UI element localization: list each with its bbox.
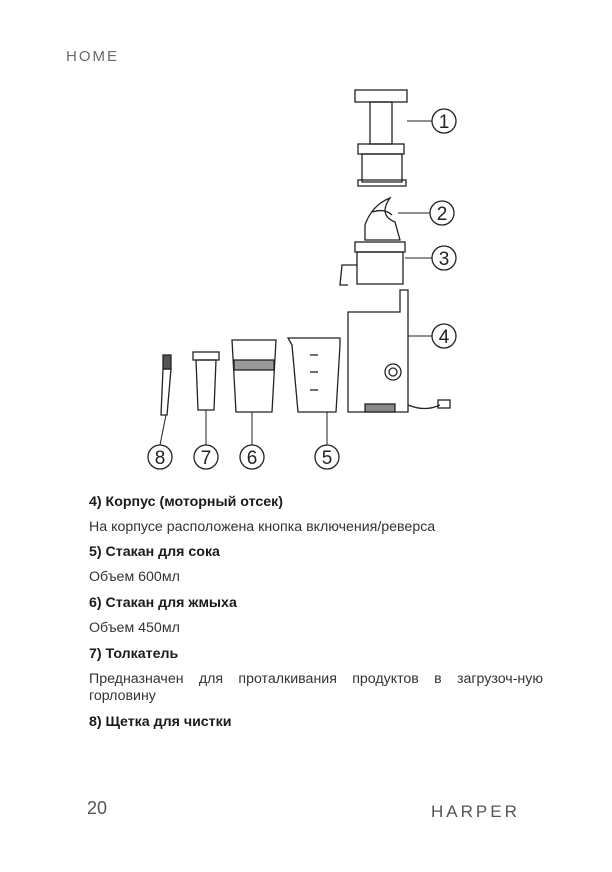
pulp-cup-part [232,340,276,412]
auger-part [365,198,400,240]
juicing-bowl-part [340,242,405,285]
juicer-exploded-diagram [130,80,470,475]
harper-logo: HARPER [431,802,520,821]
section-5-title: 5) Стакан для сока [89,544,220,560]
section-7-text: Предназначен для проталкивания продуктов в загрузоч-ную горловину [89,671,543,704]
callout-label-4: 4 [438,327,450,348]
section-5-text: Объем 600мл [89,569,180,585]
section-6-title: 6) Стакан для жмыха [89,595,237,611]
section-4-text: На корпусе расположена кнопка включения/реверса [89,519,436,535]
callout-label-1: 1 [438,112,450,133]
section-7-title: 7) Толкатель [89,646,179,662]
motor-base-part [348,290,450,412]
pusher-part [193,352,219,410]
callouts [148,109,456,469]
callout-label-2: 2 [436,204,448,225]
page-number: 20 [87,798,108,818]
cleaning-brush-part [161,355,171,415]
section-8-title: 8) Щетка для чистки [89,714,232,730]
section-4-title: 4) Корпус (моторный отсек) [89,494,283,510]
callout-label-5: 5 [321,448,333,469]
juice-cup-part [288,338,340,412]
callout-label-7: 7 [200,448,212,469]
home-logo: HOME [66,48,119,65]
callout-label-6: 6 [246,448,258,469]
section-6-text: Объем 450мл [89,620,180,636]
callout-label-8: 8 [154,448,166,469]
callout-label-3: 3 [438,249,450,270]
feed-chute-part [355,90,407,186]
